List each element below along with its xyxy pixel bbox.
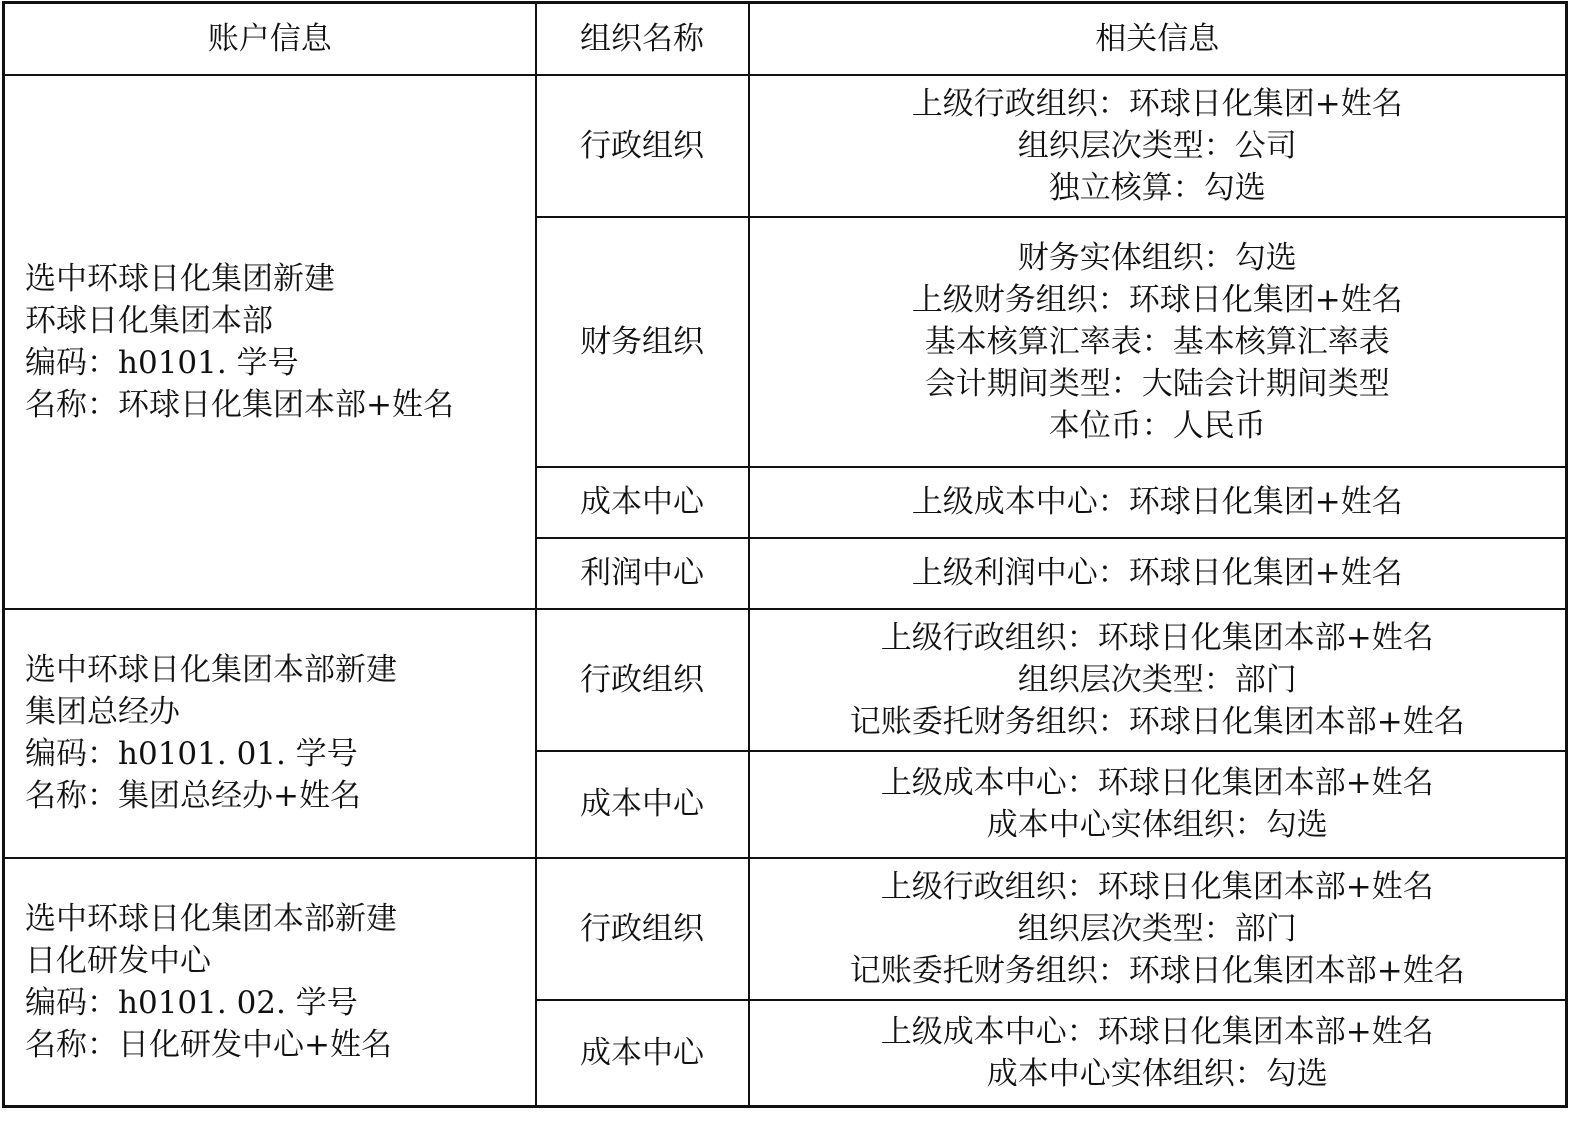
related-info-cell: [749, 858, 1567, 1000]
related-info-line: 上级成本中心：环球日化集团本部+姓名: [880, 1013, 1434, 1050]
related-info-cell: [749, 1000, 1567, 1107]
table-row: [4, 75, 1567, 217]
account-info-line: 选中环球日化集团本部新建: [25, 652, 397, 688]
org-name-cell: 成本中心: [536, 1000, 749, 1107]
account-info-cell: [4, 75, 536, 609]
table-row: [4, 858, 1567, 1000]
related-info-line: 上级利润中心：环球日化集团+姓名: [911, 555, 1403, 591]
org-name-cell: 财务组织: [536, 217, 749, 467]
related-info-cell: [749, 538, 1567, 609]
related-info-line: 记账委托财务组织：环球日化集团本部+姓名: [849, 952, 1465, 989]
related-info-line: 基本核算汇率表：基本核算汇率表: [924, 323, 1390, 360]
org-name-cell: 行政组织: [536, 858, 749, 1000]
related-info-line: 成本中心实体组织：勾选: [986, 1055, 1328, 1092]
related-info-line: 组织层次类型：部门: [1017, 661, 1297, 698]
related-info-line: 上级行政组织：环球日化集团本部+姓名: [880, 619, 1434, 656]
org-name-cell: 行政组织: [536, 609, 749, 751]
org-name-cell: 成本中心: [536, 751, 749, 858]
account-info-line: 选中环球日化集团新建: [25, 260, 335, 297]
related-info-line: 上级成本中心：环球日化集团+姓名: [911, 484, 1403, 520]
related-info-line: 组织层次类型：公司: [1017, 127, 1297, 164]
account-info-line: 选中环球日化集团本部新建: [25, 900, 397, 937]
header-related-info: 相关信息: [749, 3, 1567, 75]
related-info-line: 上级成本中心：环球日化集团本部+姓名: [880, 765, 1434, 801]
related-info-cell: [749, 75, 1567, 217]
account-info-cell: [4, 858, 536, 1107]
header-row: [4, 3, 1567, 75]
related-info-line: 财务实体组织：勾选: [1017, 239, 1297, 276]
org-name-cell: 行政组织: [536, 75, 749, 217]
account-info-line: 日化研发中心: [25, 942, 211, 979]
related-info-line: 组织层次类型：部门: [1017, 910, 1297, 947]
account-info-line: 名称：日化研发中心+姓名: [25, 1026, 392, 1063]
related-info-cell: [749, 467, 1567, 538]
account-info-line: 编码：h0101. 02. 学号: [25, 984, 358, 1021]
related-info-line: 独立核算：勾选: [1048, 169, 1266, 206]
org-config-table: [2, 1, 1568, 1108]
org-name-cell: 成本中心: [536, 467, 749, 538]
related-info-line: 会计期间类型：大陆会计期间类型: [924, 365, 1390, 402]
related-info-line: 本位币：人民币: [1048, 407, 1266, 444]
table-row: [4, 609, 1567, 751]
account-info-line: 名称：集团总经办+姓名: [25, 778, 361, 814]
related-info-line: 上级财务组织：环球日化集团+姓名: [911, 281, 1403, 318]
account-info-line: 环球日化集团本部: [25, 302, 273, 339]
account-info-line: 集团总经办: [25, 694, 180, 730]
account-info-line: 编码：h0101. 学号: [25, 344, 299, 381]
related-info-line: 成本中心实体组织：勾选: [986, 807, 1328, 843]
org-name-cell: 利润中心: [536, 538, 749, 609]
related-info-cell: [749, 217, 1567, 467]
account-info-line: 编码：h0101. 01. 学号: [25, 736, 358, 772]
related-info-line: 上级行政组织：环球日化集团本部+姓名: [880, 868, 1434, 905]
table-body: [4, 75, 1567, 1107]
related-info-line: 上级行政组织：环球日化集团+姓名: [911, 85, 1403, 122]
account-info-line: 名称：环球日化集团本部+姓名: [25, 386, 454, 423]
header-account-info: 账户信息: [4, 3, 536, 75]
related-info-line: 记账委托财务组织：环球日化集团本部+姓名: [849, 703, 1465, 740]
related-info-cell: [749, 609, 1567, 751]
header-org-name: 组织名称: [536, 3, 749, 75]
account-info-cell: [4, 609, 536, 858]
related-info-cell: [749, 751, 1567, 858]
